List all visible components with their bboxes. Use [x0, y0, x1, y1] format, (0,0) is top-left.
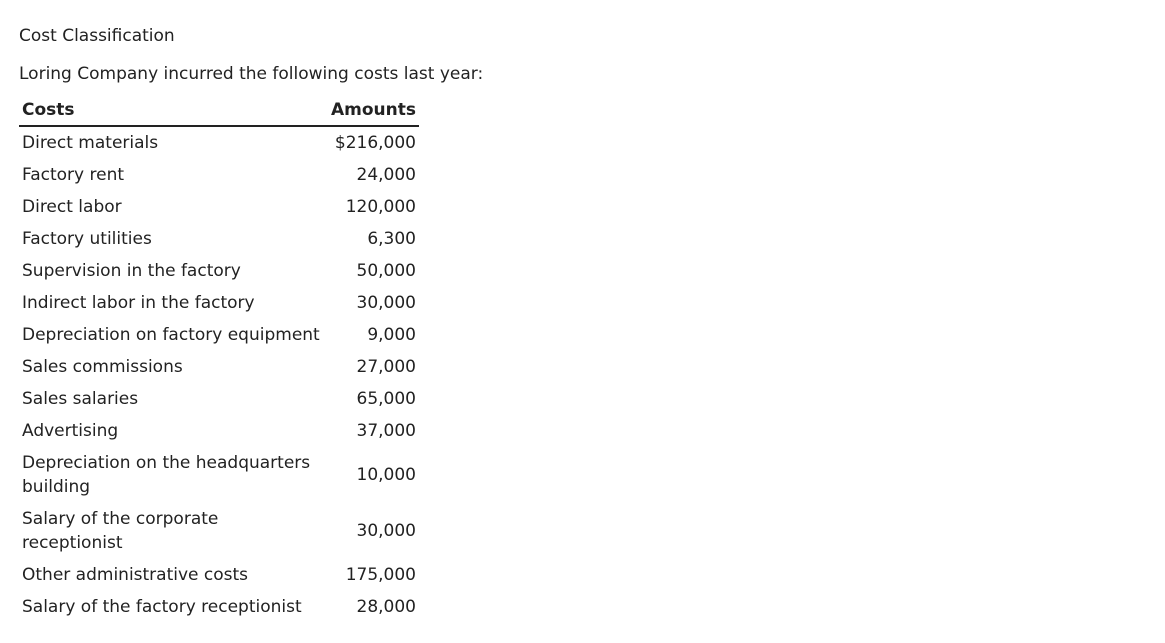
cost-label: Factory rent — [22, 165, 125, 185]
cost-amount: 30,000 — [356, 521, 416, 541]
cost-label: Depreciation on the headquarters building — [22, 453, 311, 497]
table-row — [19, 383, 419, 415]
cost-label: Sales commissions — [22, 357, 183, 377]
cost-label: Other administrative costs — [22, 565, 249, 585]
cost-amount: 65,000 — [356, 389, 416, 409]
cost-label: Advertising — [22, 421, 119, 441]
table-row — [19, 191, 419, 223]
cost-amount: 27,000 — [356, 357, 416, 377]
cost-amount: 9,000 — [367, 325, 416, 345]
intro-text: Loring Company incurred the following costs last year: — [19, 64, 484, 84]
table-row — [19, 255, 419, 287]
table-row — [19, 503, 419, 559]
table-row — [19, 287, 419, 319]
cost-amount: 120,000 — [345, 197, 416, 217]
cost-amount: 175,000 — [345, 565, 416, 585]
table-row — [19, 351, 419, 383]
cost-amount: $216,000 — [334, 133, 416, 153]
cost-amount: 24,000 — [356, 165, 416, 185]
cost-label: Depreciation on factory equipment — [22, 325, 320, 345]
cost-label: Indirect labor in the factory — [22, 293, 255, 313]
cost-label: Salary of the factory receptionist — [22, 597, 302, 617]
table-row — [19, 159, 419, 191]
table-row — [19, 415, 419, 447]
cost-amount: 30,000 — [356, 293, 416, 313]
cost-amount: 28,000 — [356, 597, 416, 617]
table-row — [19, 559, 419, 591]
amounts-column-header: Amounts — [325, 96, 419, 126]
cost-label: Factory utilities — [22, 229, 152, 249]
table-row — [19, 319, 419, 351]
table-row — [19, 591, 419, 623]
table-row — [19, 126, 419, 159]
costs-column-header: Costs — [19, 96, 325, 126]
cost-amount: 10,000 — [356, 465, 416, 485]
cost-amount: 6,300 — [367, 229, 416, 249]
table-header-row — [19, 96, 419, 126]
cost-label: Salary of the corporate receptionist — [22, 509, 219, 553]
cost-amount: 50,000 — [356, 261, 416, 281]
cost-amount: 37,000 — [356, 421, 416, 441]
cost-label: Supervision in the factory — [22, 261, 241, 281]
page-title: Cost Classification — [19, 26, 175, 46]
cost-label: Direct materials — [22, 133, 159, 153]
costs-table — [19, 96, 419, 623]
table-row — [19, 447, 419, 503]
table-row — [19, 223, 419, 255]
cost-label: Sales salaries — [22, 389, 139, 409]
cost-label: Direct labor — [22, 197, 122, 217]
